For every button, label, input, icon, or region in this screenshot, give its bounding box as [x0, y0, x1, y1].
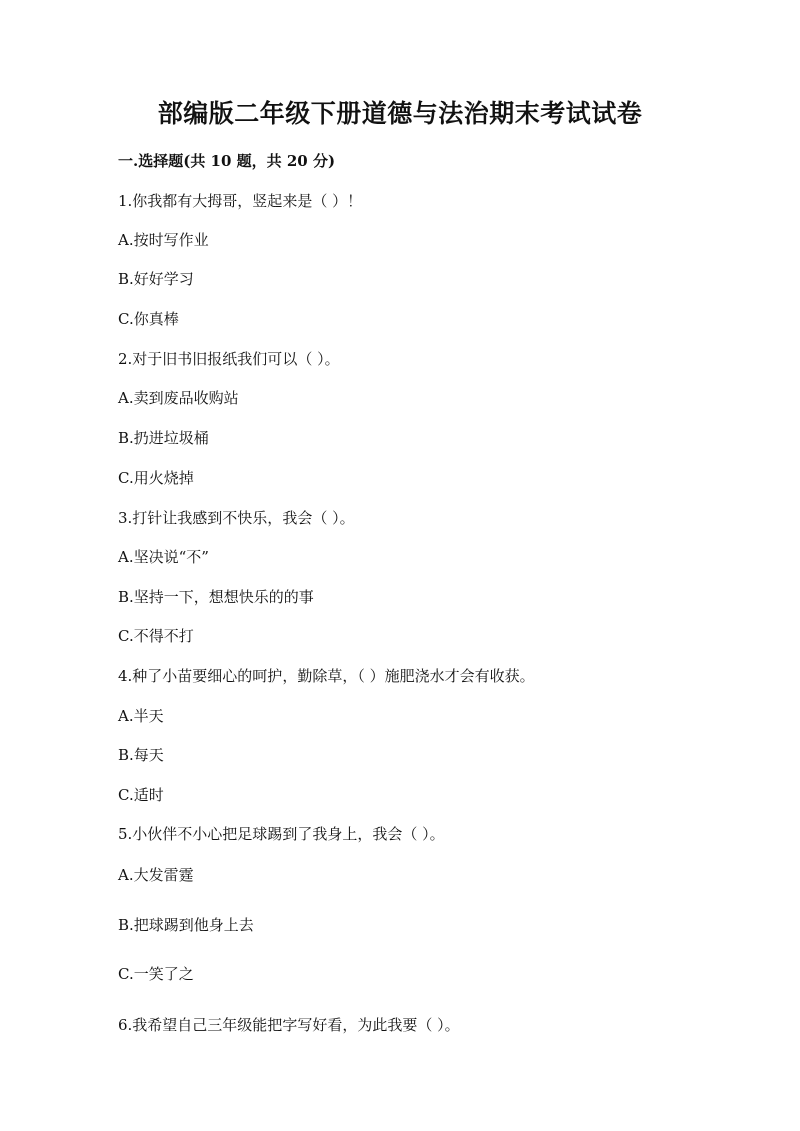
question-5-option-b: B.把球踢到他身上去 — [118, 916, 254, 934]
question-2-option-c: C.用火烧掉 — [118, 469, 194, 487]
question-4-option-b: B.每天 — [118, 746, 164, 764]
exam-title: 部编版二年级下册道德与法治期末考试试卷 — [157, 99, 643, 128]
question-5-option-c: C.一笑了之 — [118, 965, 194, 983]
question-4-option-a: A.半天 — [118, 707, 164, 725]
question-5-option-a: A.大发雷霆 — [118, 866, 194, 884]
question-4-option-c: C.适时 — [118, 786, 164, 804]
question-3-option-c: C.不得不打 — [118, 627, 194, 645]
question-6-stem: 6.我希望自己三年级能把字写好看，为此我要（ ）。 — [118, 1016, 460, 1034]
question-2-option-b: B.扔进垃圾桶 — [118, 429, 209, 447]
question-5-stem: 5.小伙伴不小心把足球踢到了我身上，我会（ ）。 — [118, 825, 445, 843]
question-1-stem: 1.你我都有大拇哥，竖起来是（ ）！ — [118, 192, 363, 210]
question-3-option-b: B.坚持一下，想想快乐的的事 — [118, 588, 314, 606]
question-1-option-b: B.好好学习 — [118, 270, 194, 288]
question-1-option-a: A.按时写作业 — [118, 231, 209, 249]
question-2-option-a: A.卖到废品收购站 — [118, 389, 239, 407]
question-3-option-a: A.坚决说“不” — [118, 548, 209, 566]
question-3-stem: 3.打针让我感到不快乐，我会（ ）。 — [118, 509, 355, 527]
section-heading: 一.选择题(共 10 题，共 20 分) — [118, 152, 336, 170]
question-1-option-c: C.你真棒 — [118, 310, 179, 328]
question-4-stem: 4.种了小苗要细心的呵护，勤除草，（ ）施肥浇水才会有收获。 — [118, 667, 535, 685]
question-2-stem: 2.对于旧书旧报纸我们可以（ ）。 — [118, 350, 340, 368]
